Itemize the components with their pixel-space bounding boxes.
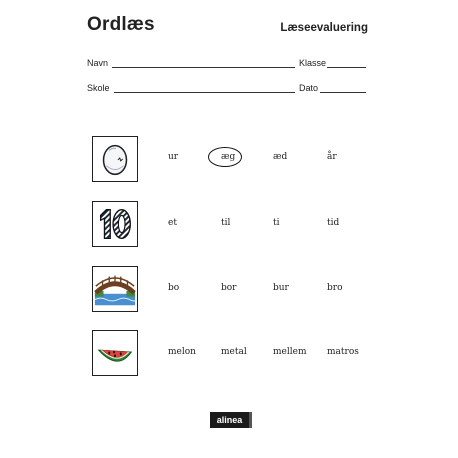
class-label: Klasse: [299, 58, 327, 68]
school-field[interactable]: [114, 92, 295, 93]
bridge-icon: [92, 266, 138, 312]
number-ten-icon: [92, 201, 138, 247]
date-label: Dato: [299, 83, 319, 93]
school-label: Skole: [87, 83, 110, 93]
name-field[interactable]: [112, 67, 295, 68]
watermelon-icon: [92, 330, 138, 376]
word-option[interactable]: ti: [273, 218, 280, 228]
name-label: Navn: [87, 58, 109, 68]
class-field[interactable]: [327, 67, 366, 68]
publisher-logo-text: alinea: [216, 415, 243, 425]
word-option[interactable]: år: [327, 152, 337, 162]
word-option[interactable]: æd: [273, 152, 288, 162]
page-subtitle: Læseevaluering: [280, 22, 368, 34]
word-option[interactable]: bur: [273, 283, 289, 293]
word-option[interactable]: til: [221, 218, 231, 228]
word-option[interactable]: ur: [168, 152, 179, 162]
word-option[interactable]: melon: [168, 347, 196, 357]
publisher-logo: [210, 412, 252, 428]
date-field[interactable]: [320, 92, 366, 93]
page-title: Ordlæs: [87, 14, 155, 35]
word-option[interactable]: bor: [221, 283, 237, 293]
word-option-circled[interactable]: æg: [221, 152, 236, 162]
word-option[interactable]: bo: [168, 283, 180, 293]
word-option[interactable]: et: [168, 218, 177, 228]
word-option[interactable]: matros: [327, 347, 359, 357]
word-option[interactable]: metal: [221, 347, 247, 357]
word-option[interactable]: bro: [327, 283, 343, 293]
word-option[interactable]: mellem: [273, 347, 307, 357]
egg-icon: [92, 136, 138, 182]
word-option[interactable]: tid: [327, 218, 340, 228]
